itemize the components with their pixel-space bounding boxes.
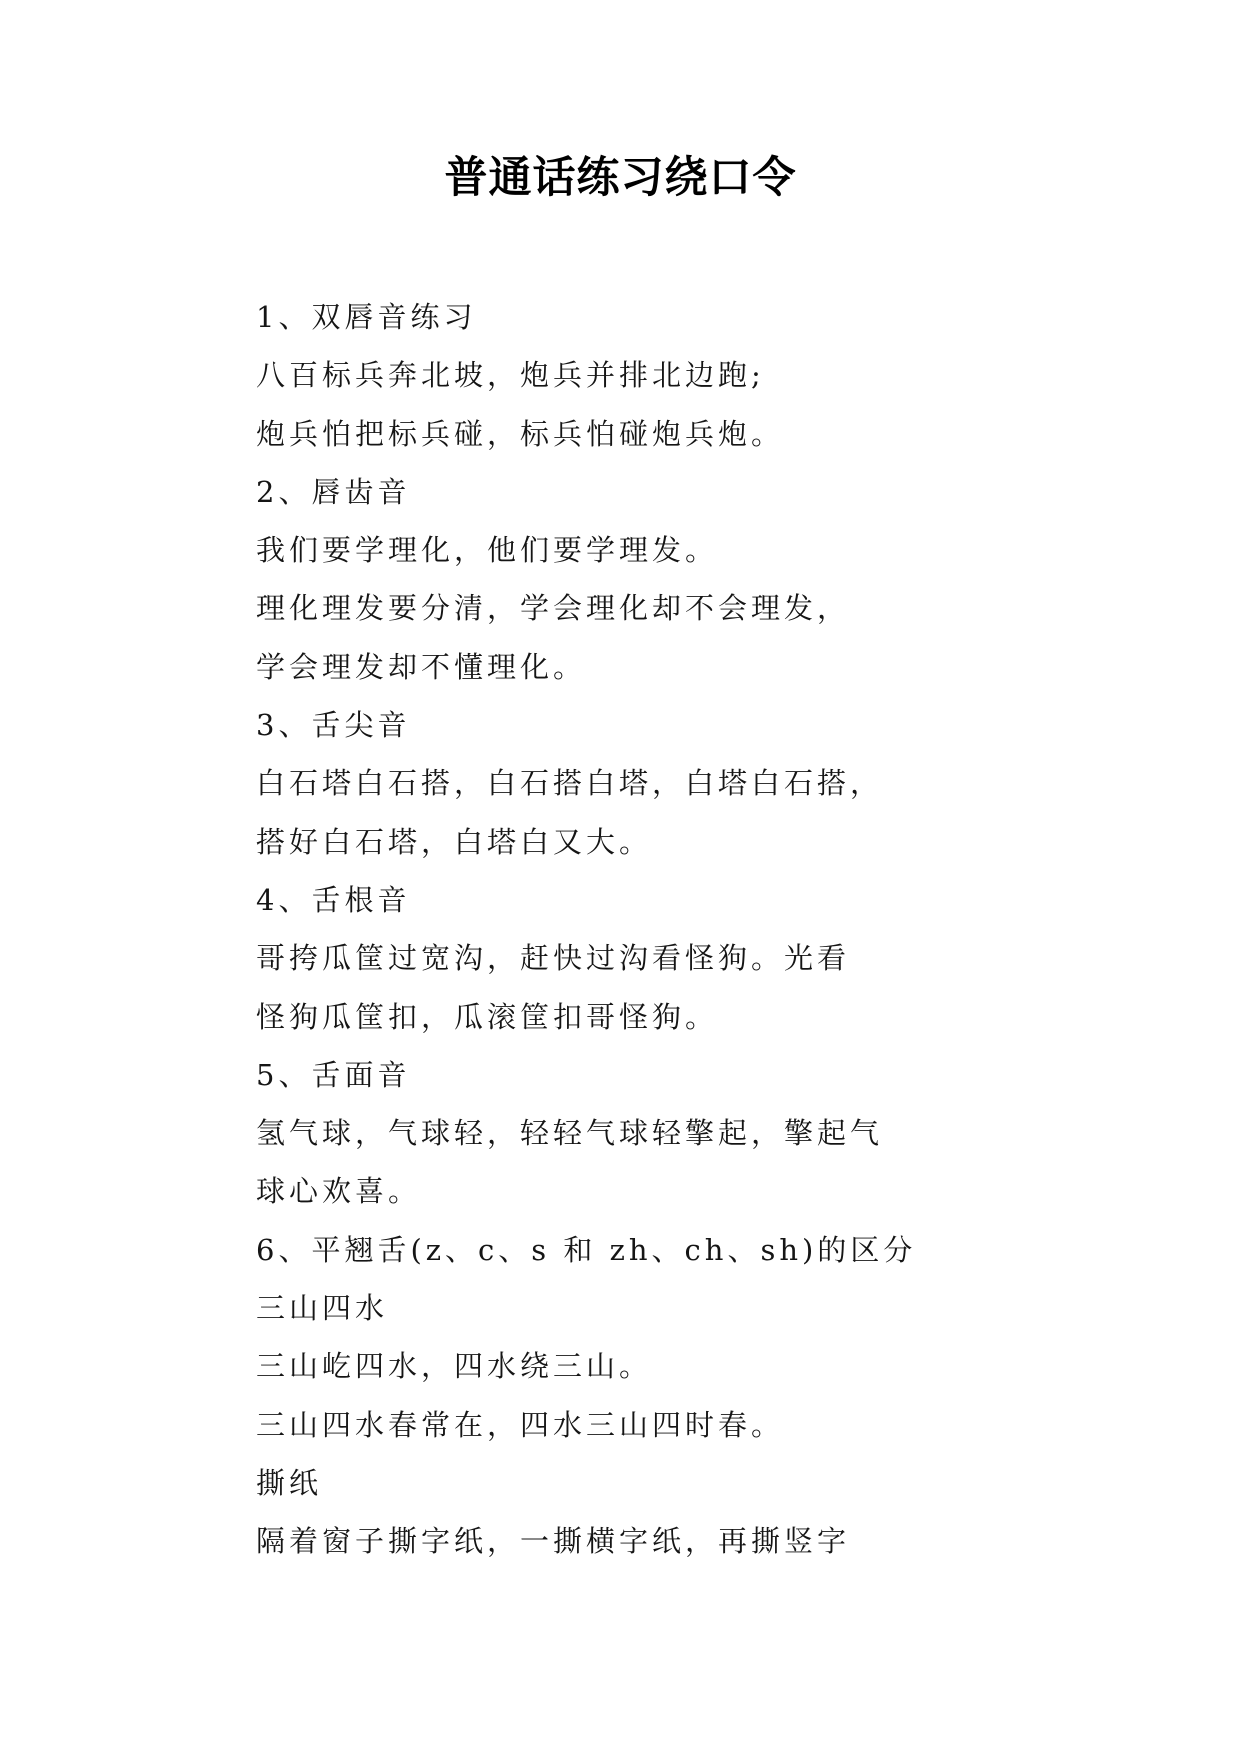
section-heading-flat-retroflex: 6、平翘舌(z、c、s 和 zh、ch、sh)的区分 — [256, 1232, 917, 1267]
text-line: 怪狗瓜筐扣，瓜滚筐扣哥怪狗。 — [256, 999, 719, 1034]
text-line: 三山屹四水，四水绕三山。 — [256, 1349, 653, 1384]
section-heading-labiodental: 2、唇齿音 — [256, 474, 411, 509]
section-heading-velar: 4、舌根音 — [256, 882, 411, 917]
text-line: 我们要学理化，他们要学理发。 — [256, 533, 719, 568]
text-line: 搭好白石塔，白塔白又大。 — [256, 824, 653, 859]
text-line: 哥挎瓜筐过宽沟，赶快过沟看怪狗。光看 — [256, 941, 851, 976]
section-heading-apical: 3、舌尖音 — [256, 708, 411, 743]
document-body — [256, 288, 1116, 1571]
text-line: 三山四水春常在，四水三山四时春。 — [256, 1407, 785, 1442]
subheading-sizhi: 撕纸 — [256, 1465, 323, 1500]
text-line: 八百标兵奔北坡，炮兵并排北边跑; — [256, 358, 765, 393]
section-heading-bilabial: 1、双唇音练习 — [256, 300, 477, 334]
text-line: 白石塔白石搭，白石搭白塔，白塔白石搭， — [256, 766, 884, 801]
text-line: 氢气球，气球轻，轻轻气球轻擎起，擎起气 — [256, 1116, 884, 1151]
text-line: 学会理发却不懂理化。 — [256, 649, 587, 684]
document-title: 普通话练习绕口令 — [444, 153, 797, 203]
text-line: 隔着窗子撕字纸，一撕横字纸，再撕竖字 — [256, 1524, 851, 1559]
text-line: 炮兵怕把标兵碰，标兵怕碰炮兵炮。 — [256, 416, 785, 451]
text-line: 理化理发要分清，学会理化却不会理发， — [256, 591, 851, 626]
section-heading-palatal: 5、舌面音 — [256, 1057, 411, 1092]
subheading-sanshan-sishui: 三山四水 — [256, 1291, 389, 1326]
text-line: 球心欢喜。 — [256, 1174, 422, 1209]
